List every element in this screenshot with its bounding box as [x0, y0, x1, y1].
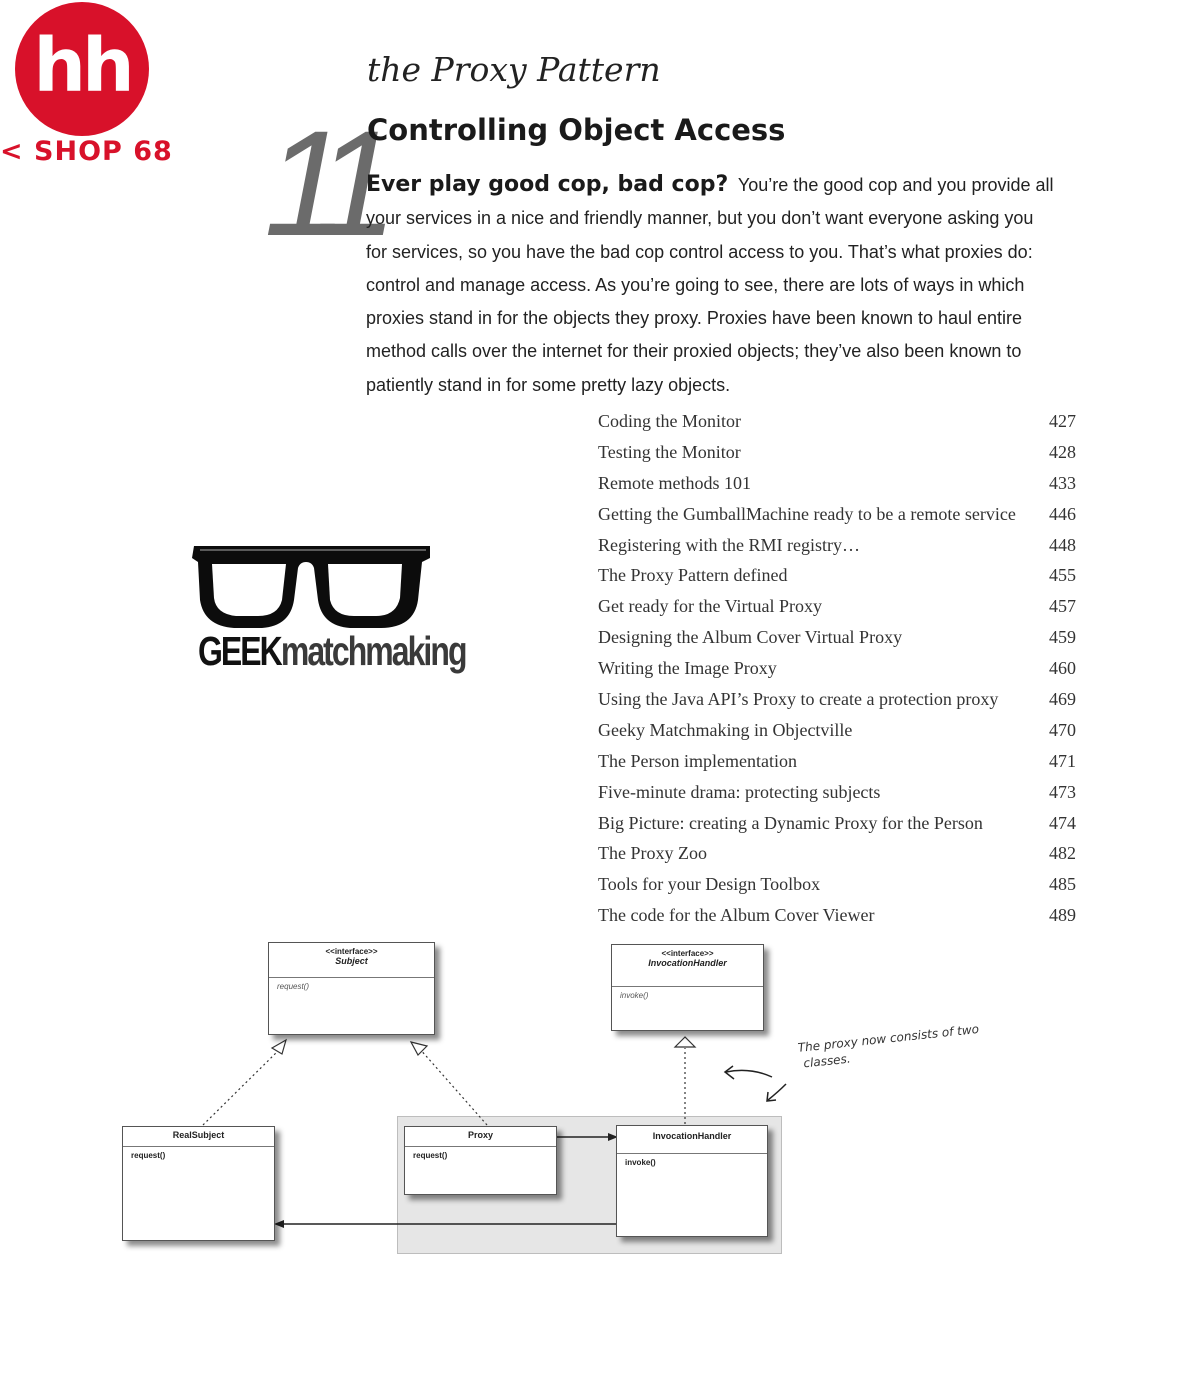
toc-entry-title: Registering with the RMI registry…: [598, 534, 860, 555]
toc-entry-page: 485: [1049, 874, 1076, 895]
toc-entry-title: The Proxy Zoo: [598, 843, 707, 864]
toc-entry-page: 446: [1049, 503, 1076, 524]
toc-entry-title: Testing the Monitor: [598, 441, 741, 462]
toc-entry-page: 448: [1049, 534, 1076, 555]
toc-entry-title: Five-minute drama: protecting subjects: [598, 781, 881, 802]
toc-entry-title: Using the Java API’s Proxy to create a protection proxy: [598, 689, 999, 710]
toc-entry-title: Remote methods 101: [598, 472, 751, 493]
toc-entry-title: The Proxy Pattern defined: [598, 565, 788, 586]
toc-entry-title: Geeky Matchmaking in Objectville: [598, 719, 853, 740]
toc-entry-page: 433: [1049, 472, 1076, 493]
logo-text: < SHOP 68: [0, 136, 173, 167]
uml-class-proxy: Proxy request(): [404, 1126, 557, 1195]
toc-entry-page: 469: [1049, 689, 1076, 710]
chapter-number: 11: [264, 99, 376, 267]
uml-class-invocation-handler: InvocationHandler invoke(): [616, 1125, 768, 1237]
toc-entry-title: Get ready for the Virtual Proxy: [598, 596, 823, 617]
diagram-annotation: The proxy now consists of two classes.: [797, 1021, 980, 1071]
toc-entry-page: 489: [1049, 905, 1076, 926]
toc-entry-title: Writing the Image Proxy: [598, 658, 777, 679]
uml-class-subject: <<interface>> Subject request(): [268, 942, 435, 1035]
toc-entry-page: 455: [1049, 565, 1076, 586]
toc-entry-title: The code for the Album Cover Viewer: [598, 905, 875, 926]
toc-entry-title: Designing the Album Cover Virtual Proxy: [598, 627, 903, 648]
intro-lead: Ever play good cop, bad cop?: [366, 172, 729, 197]
toc-entry-title: Big Picture: creating a Dynamic Proxy for the Person: [598, 812, 983, 833]
toc-entry-page: 474: [1049, 812, 1076, 833]
toc-entry-title: Tools for your Design Toolbox: [598, 874, 821, 895]
toc-entry-page: 457: [1049, 596, 1076, 617]
uml-interface-invocation-handler: <<interface>> InvocationHandler invoke(): [611, 944, 764, 1031]
toc-entry-page: 482: [1049, 843, 1076, 864]
chapter-title: Controlling Object Access: [367, 113, 786, 147]
toc-entry-page: 459: [1049, 627, 1076, 648]
toc-entry-page: 460: [1049, 658, 1076, 679]
toc-entry-title: The Person implementation: [598, 750, 797, 771]
logo-mark: hh: [15, 2, 149, 136]
toc-entry-page: 428: [1049, 441, 1076, 462]
toc-entry-page: 427: [1049, 411, 1076, 431]
chapter-label: the Proxy Pattern: [367, 50, 661, 89]
intro-body: You’re the good cop and you provide all your services in a nice and friendly manner, but you don’t want everyone asking you for services, so you have the bad cop control access to you. That’s what proxies do: control and manage access. As you’re going to see, there are lots of ways in which proxies stand in for the objects they proxy. Proxies have been known to haul entire method calls over the internet for their proxied objects; they’ve also been known to patiently stand in for some pretty lazy objects.: [366, 175, 1054, 395]
toc-entry-page: 471: [1049, 750, 1076, 771]
geek-matchmaking-logo: GEEKmatchmaking: [198, 628, 466, 674]
toc-entry-title: Coding the Monitor: [598, 411, 741, 431]
uml-class-real-subject: RealSubject request(): [122, 1126, 275, 1241]
toc-entry-title: Getting the GumballMachine ready to be a remote service: [598, 503, 1016, 524]
toc-entry-page: 470: [1049, 719, 1076, 740]
toc-entry-page: 473: [1049, 781, 1076, 802]
